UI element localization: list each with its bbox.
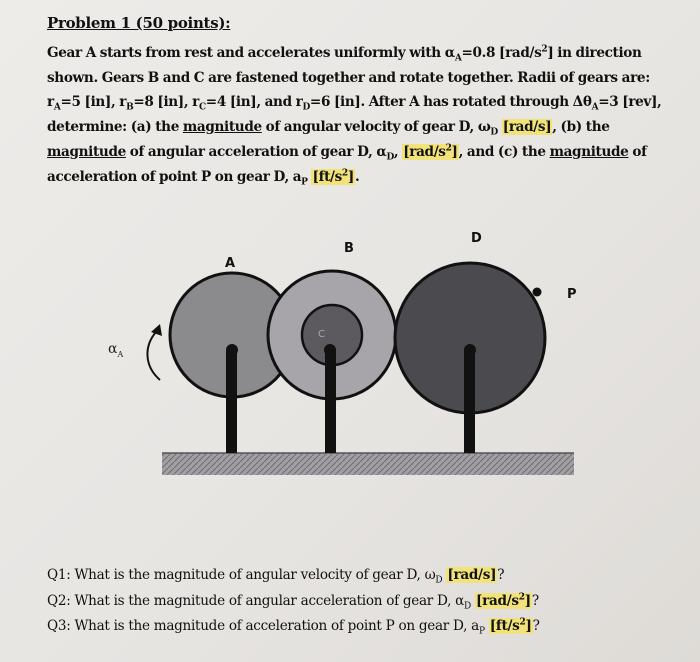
question-end: ? bbox=[531, 592, 539, 609]
alpha-sub: A bbox=[117, 349, 124, 359]
stmt-text: , (b) the bbox=[552, 119, 610, 136]
alpha-symbol: α bbox=[108, 341, 118, 357]
unit-sup: 2 bbox=[518, 591, 525, 602]
question-end: ? bbox=[532, 618, 540, 634]
ground-hatch bbox=[162, 453, 574, 475]
unit-sup: 2 bbox=[445, 143, 452, 154]
question-1 bbox=[47, 563, 677, 589]
stmt-sub: A bbox=[591, 103, 599, 114]
question-sub: D bbox=[464, 601, 471, 612]
stmt-text: =6 [in]. After A has rotated through Δθ bbox=[309, 94, 592, 111]
problem-title: Problem 1 (50 points): bbox=[47, 14, 231, 32]
hub-bc bbox=[324, 344, 336, 356]
unit-sup: 2 bbox=[519, 617, 526, 628]
stmt-text: =3 [rev], determine: (a) the bbox=[47, 94, 662, 136]
stmt-text: Gear A starts from rest and accelerates uniformly with α bbox=[47, 45, 455, 61]
stmt-text: =5 [in], r bbox=[60, 94, 127, 111]
shaft-bc bbox=[325, 349, 336, 453]
underlined-term: magnitude bbox=[182, 119, 262, 136]
gear-c-label: C bbox=[318, 329, 325, 340]
question-3 bbox=[47, 614, 677, 640]
stmt-sub: D bbox=[490, 127, 498, 138]
unit-text: [ft/s bbox=[312, 168, 342, 185]
unit-highlight bbox=[446, 567, 497, 583]
stmt-sub: D bbox=[386, 152, 394, 163]
question-list bbox=[47, 563, 677, 640]
question-text: : What is the magnitude of acceleration of point P on gear D, a bbox=[66, 618, 479, 634]
shaft-a bbox=[226, 349, 237, 453]
stmt-text: =0.8 [rad/s bbox=[461, 45, 542, 61]
unit-sup: 2 bbox=[341, 167, 348, 178]
stmt-text: of angular velocity of gear D, ω bbox=[261, 119, 491, 136]
unit-text: [rad/s] bbox=[447, 567, 497, 583]
stmt-text: , and (c) the bbox=[458, 143, 550, 160]
unit-text: [rad/s bbox=[403, 143, 446, 160]
question-number: Q2 bbox=[47, 592, 67, 609]
question-number: Q3 bbox=[47, 618, 67, 634]
stmt-sub: C bbox=[198, 103, 206, 114]
stmt-text: =8 [in], r bbox=[133, 94, 199, 111]
stmt-text: ] in direction shown. Gears B and C are fastened together and rotate together. Radii of gears are: r bbox=[47, 45, 650, 111]
question-text: : What is the magnitude of angular velocity of gear D, ω bbox=[66, 567, 436, 583]
hub-d bbox=[464, 344, 476, 356]
gear-d-label: D bbox=[471, 231, 482, 246]
shaft-d bbox=[464, 349, 475, 453]
question-sub: P bbox=[478, 626, 485, 637]
question-number: Q1 bbox=[47, 567, 67, 583]
stmt-text: of acceleration of point P on gear D, a bbox=[47, 143, 647, 185]
alpha-arrowhead-icon bbox=[151, 324, 162, 336]
stmt-text: of angular acceleration of gear D, α bbox=[125, 143, 387, 160]
question-text: : What is the magnitude of angular acceleration of gear D, α bbox=[66, 592, 465, 609]
stmt-sub: B bbox=[126, 103, 134, 114]
stmt-sub: P bbox=[301, 177, 308, 188]
underlined-term: magnitude bbox=[549, 143, 629, 160]
alpha-arc bbox=[147, 332, 160, 380]
question-sub: D bbox=[435, 575, 443, 586]
stmt-sub: A bbox=[454, 53, 462, 64]
point-p-label: P bbox=[567, 287, 577, 302]
gear-b-label: B bbox=[344, 241, 354, 256]
stmt-text: =4 [in], and r bbox=[205, 94, 303, 111]
unit-highlight bbox=[475, 593, 532, 609]
unit-text: ] bbox=[451, 143, 458, 160]
stmt-sup: 2 bbox=[541, 44, 548, 55]
unit-text: ] bbox=[347, 168, 354, 185]
unit-text: ] bbox=[525, 618, 532, 634]
unit-highlight bbox=[489, 618, 533, 634]
stmt-text: . bbox=[354, 168, 360, 185]
unit-text: ] bbox=[524, 592, 531, 609]
unit-text: [ft/s bbox=[489, 618, 520, 634]
unit-highlight: [rad/s] bbox=[502, 119, 552, 136]
gear-a-label: A bbox=[225, 256, 236, 271]
point-p bbox=[533, 288, 542, 297]
underlined-term: magnitude bbox=[47, 143, 126, 160]
stmt-sub: D bbox=[302, 103, 310, 114]
stmt-text: , bbox=[393, 143, 403, 160]
hub-a bbox=[226, 344, 238, 356]
alpha-a-label bbox=[108, 341, 123, 357]
unit-text: [rad/s bbox=[476, 592, 519, 609]
stmt-sub: A bbox=[53, 103, 61, 114]
question-2 bbox=[47, 589, 677, 615]
question-end: ? bbox=[497, 567, 505, 583]
